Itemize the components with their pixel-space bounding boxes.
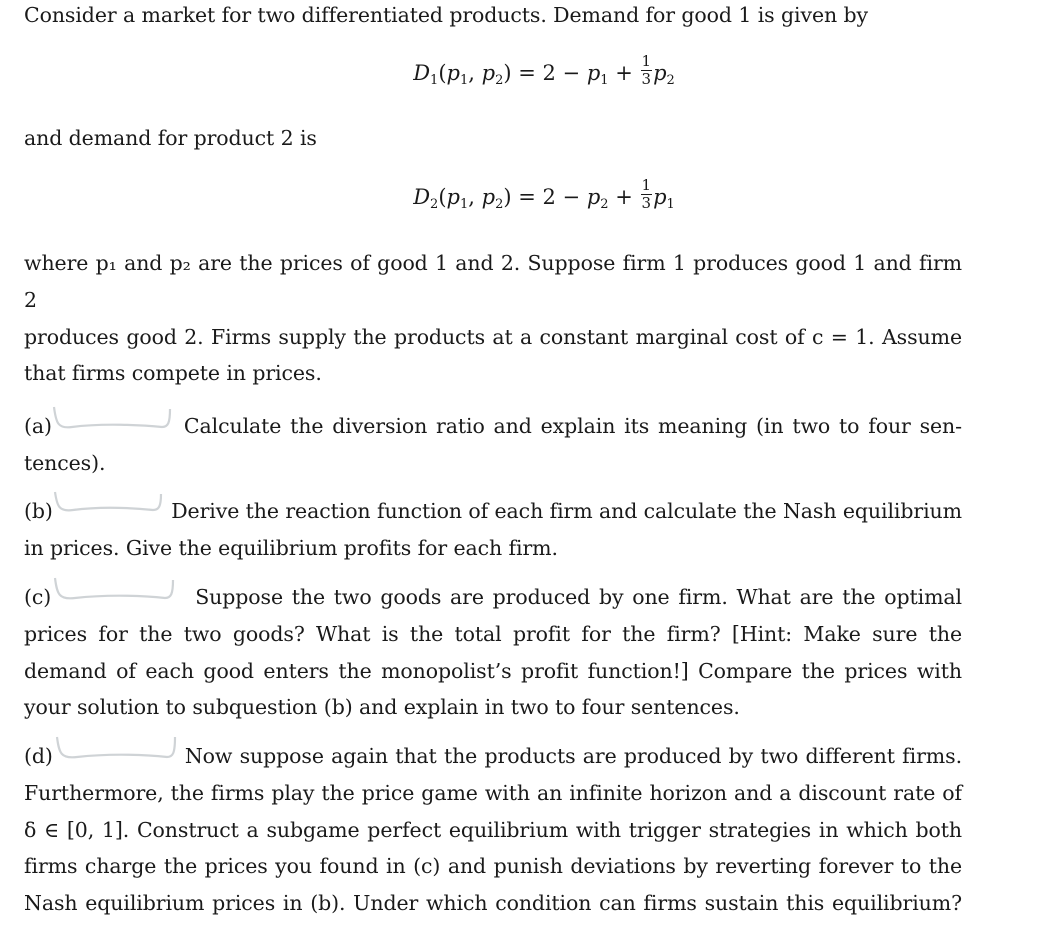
eq2-own-price: p	[586, 185, 601, 209]
eq2-lhs: D	[413, 185, 431, 209]
eq1-cross-price-sub: 2	[666, 73, 675, 88]
eq1-arg-p1-sub: 1	[459, 73, 469, 88]
eq1-rhs-start: = 2 −	[511, 61, 587, 85]
question-a-text-1: Calculate the diversion ratio and explain its meaning (in two to four sen-	[183, 414, 962, 438]
eq2-arg-p2-sub: 2	[495, 197, 504, 212]
eq1-fraction	[641, 53, 653, 88]
question-c-label: (c)	[24, 585, 52, 609]
eq2-arg-p1: p	[446, 185, 460, 209]
question-d	[24, 733, 962, 922]
question-b-line-2: in prices. Give the equilibrium profits for each firm.	[24, 535, 558, 560]
eq2-comma: ,	[468, 185, 482, 209]
eq2-cross-price: p	[653, 185, 667, 209]
redaction-scribble-d	[53, 733, 179, 763]
eq1-comma: ,	[468, 61, 482, 85]
eq1-frac-den: 3	[641, 70, 652, 88]
demand-equation-1	[0, 52, 1048, 92]
intro-line: Consider a market for two differentiated products. Demand for good 1 is given by	[24, 3, 869, 27]
between-line: and demand for product 2 is	[24, 126, 317, 150]
eq2-own-price-sub: 2	[600, 197, 609, 212]
eq1-own-price: p	[586, 61, 601, 85]
eq1-own-price-sub: 1	[600, 73, 609, 88]
question-a-line-1	[24, 403, 962, 445]
eq2-plus: +	[608, 185, 640, 209]
question-b-line-1	[24, 488, 962, 530]
eq2-rhs-start: = 2 −	[511, 185, 587, 209]
question-c	[24, 574, 962, 726]
question-c-line-4: your solution to subquestion (b) and explain in two to four sentences.	[24, 695, 740, 720]
eq2-frac-num: 1	[641, 176, 652, 194]
redaction-mark-d	[53, 733, 179, 763]
eq2-frac-den: 3	[641, 194, 652, 212]
eq2-cross-price-sub: 1	[666, 197, 675, 212]
eq2-arg-p2: p	[481, 185, 496, 209]
setup-line-2: produces good 2. Firms supply the products at a constant marginal cost of c = 1. Assume	[24, 324, 962, 349]
question-d-line-1	[24, 733, 962, 775]
question-d-text-1: Now suppose again that the products are produced by two different firms.	[184, 744, 962, 768]
setup-line-1: where p₁ and p₂ are the prices of good 1 and 2. Suppose firm 1 produces good 1 and firm 2	[24, 251, 962, 312]
eq1-lhs-sub: 1	[430, 73, 439, 88]
question-c-line-3: demand of each good enters the monopolist’s profit function!] Compare the prices with	[24, 658, 962, 683]
redaction-mark-a	[52, 403, 172, 433]
question-d-line-5: Nash equilibrium prices in (b). Under which condition can firms sustain this equilibrium?	[24, 891, 962, 916]
redaction-mark-b	[53, 488, 159, 518]
eq1-paren-open: (	[438, 61, 447, 85]
eq1-cross-price: p	[653, 61, 667, 85]
eq1-arg-p2: p	[481, 61, 496, 85]
question-b-label: (b)	[24, 499, 53, 523]
question-d-line-2: Furthermore, the firms play the price game with an infinite horizon and a discount rate of	[24, 780, 962, 805]
question-d-label: (d)	[24, 744, 53, 768]
demand-equation-2	[0, 176, 1048, 216]
eq1-frac-num: 1	[641, 52, 652, 70]
eq2-paren-close: )	[503, 185, 512, 209]
redaction-scribble-b	[53, 488, 163, 518]
eq1-plus: +	[608, 61, 640, 85]
eq2-paren-open: (	[438, 185, 447, 209]
question-d-line-4: firms charge the prices you found in (c) and punish deviations by reverting forever to the	[24, 854, 962, 879]
eq1-paren-close: )	[503, 61, 512, 85]
eq1-lhs: D	[413, 61, 431, 85]
question-b	[24, 488, 962, 567]
eq1-arg-p2-sub: 2	[495, 73, 504, 88]
between-paragraph	[24, 120, 962, 157]
eq2-fraction	[641, 177, 653, 212]
question-a	[24, 403, 962, 482]
eq2-lhs-sub: 2	[430, 197, 439, 212]
question-a-label: (a)	[24, 414, 52, 438]
question-c-line-1	[24, 574, 962, 616]
setup-line-3: that firms compete in prices.	[24, 361, 322, 386]
question-d-line-3: δ ∈ [0, 1]. Construct a subgame perfect equilibrium with trigger strategies in which both	[24, 817, 962, 842]
question-c-text-1: Suppose the two goods are produced by one firm. What are the optimal	[195, 585, 962, 609]
setup-paragraph	[24, 245, 962, 392]
question-a-line-2: tences).	[24, 450, 106, 475]
intro-paragraph	[24, 0, 962, 34]
eq2-arg-p1-sub: 1	[459, 197, 469, 212]
question-b-text-1: Derive the reaction function of each firm and calculate the Nash equilibrium	[171, 499, 962, 523]
eq1-arg-p1: p	[446, 61, 460, 85]
redaction-scribble-a	[52, 403, 172, 433]
redaction-mark-c	[51, 574, 177, 604]
question-c-line-2: prices for the two goods? What is the total profit for the firm? [Hint: Make sure the	[24, 621, 962, 646]
redaction-scribble-c	[51, 574, 177, 604]
